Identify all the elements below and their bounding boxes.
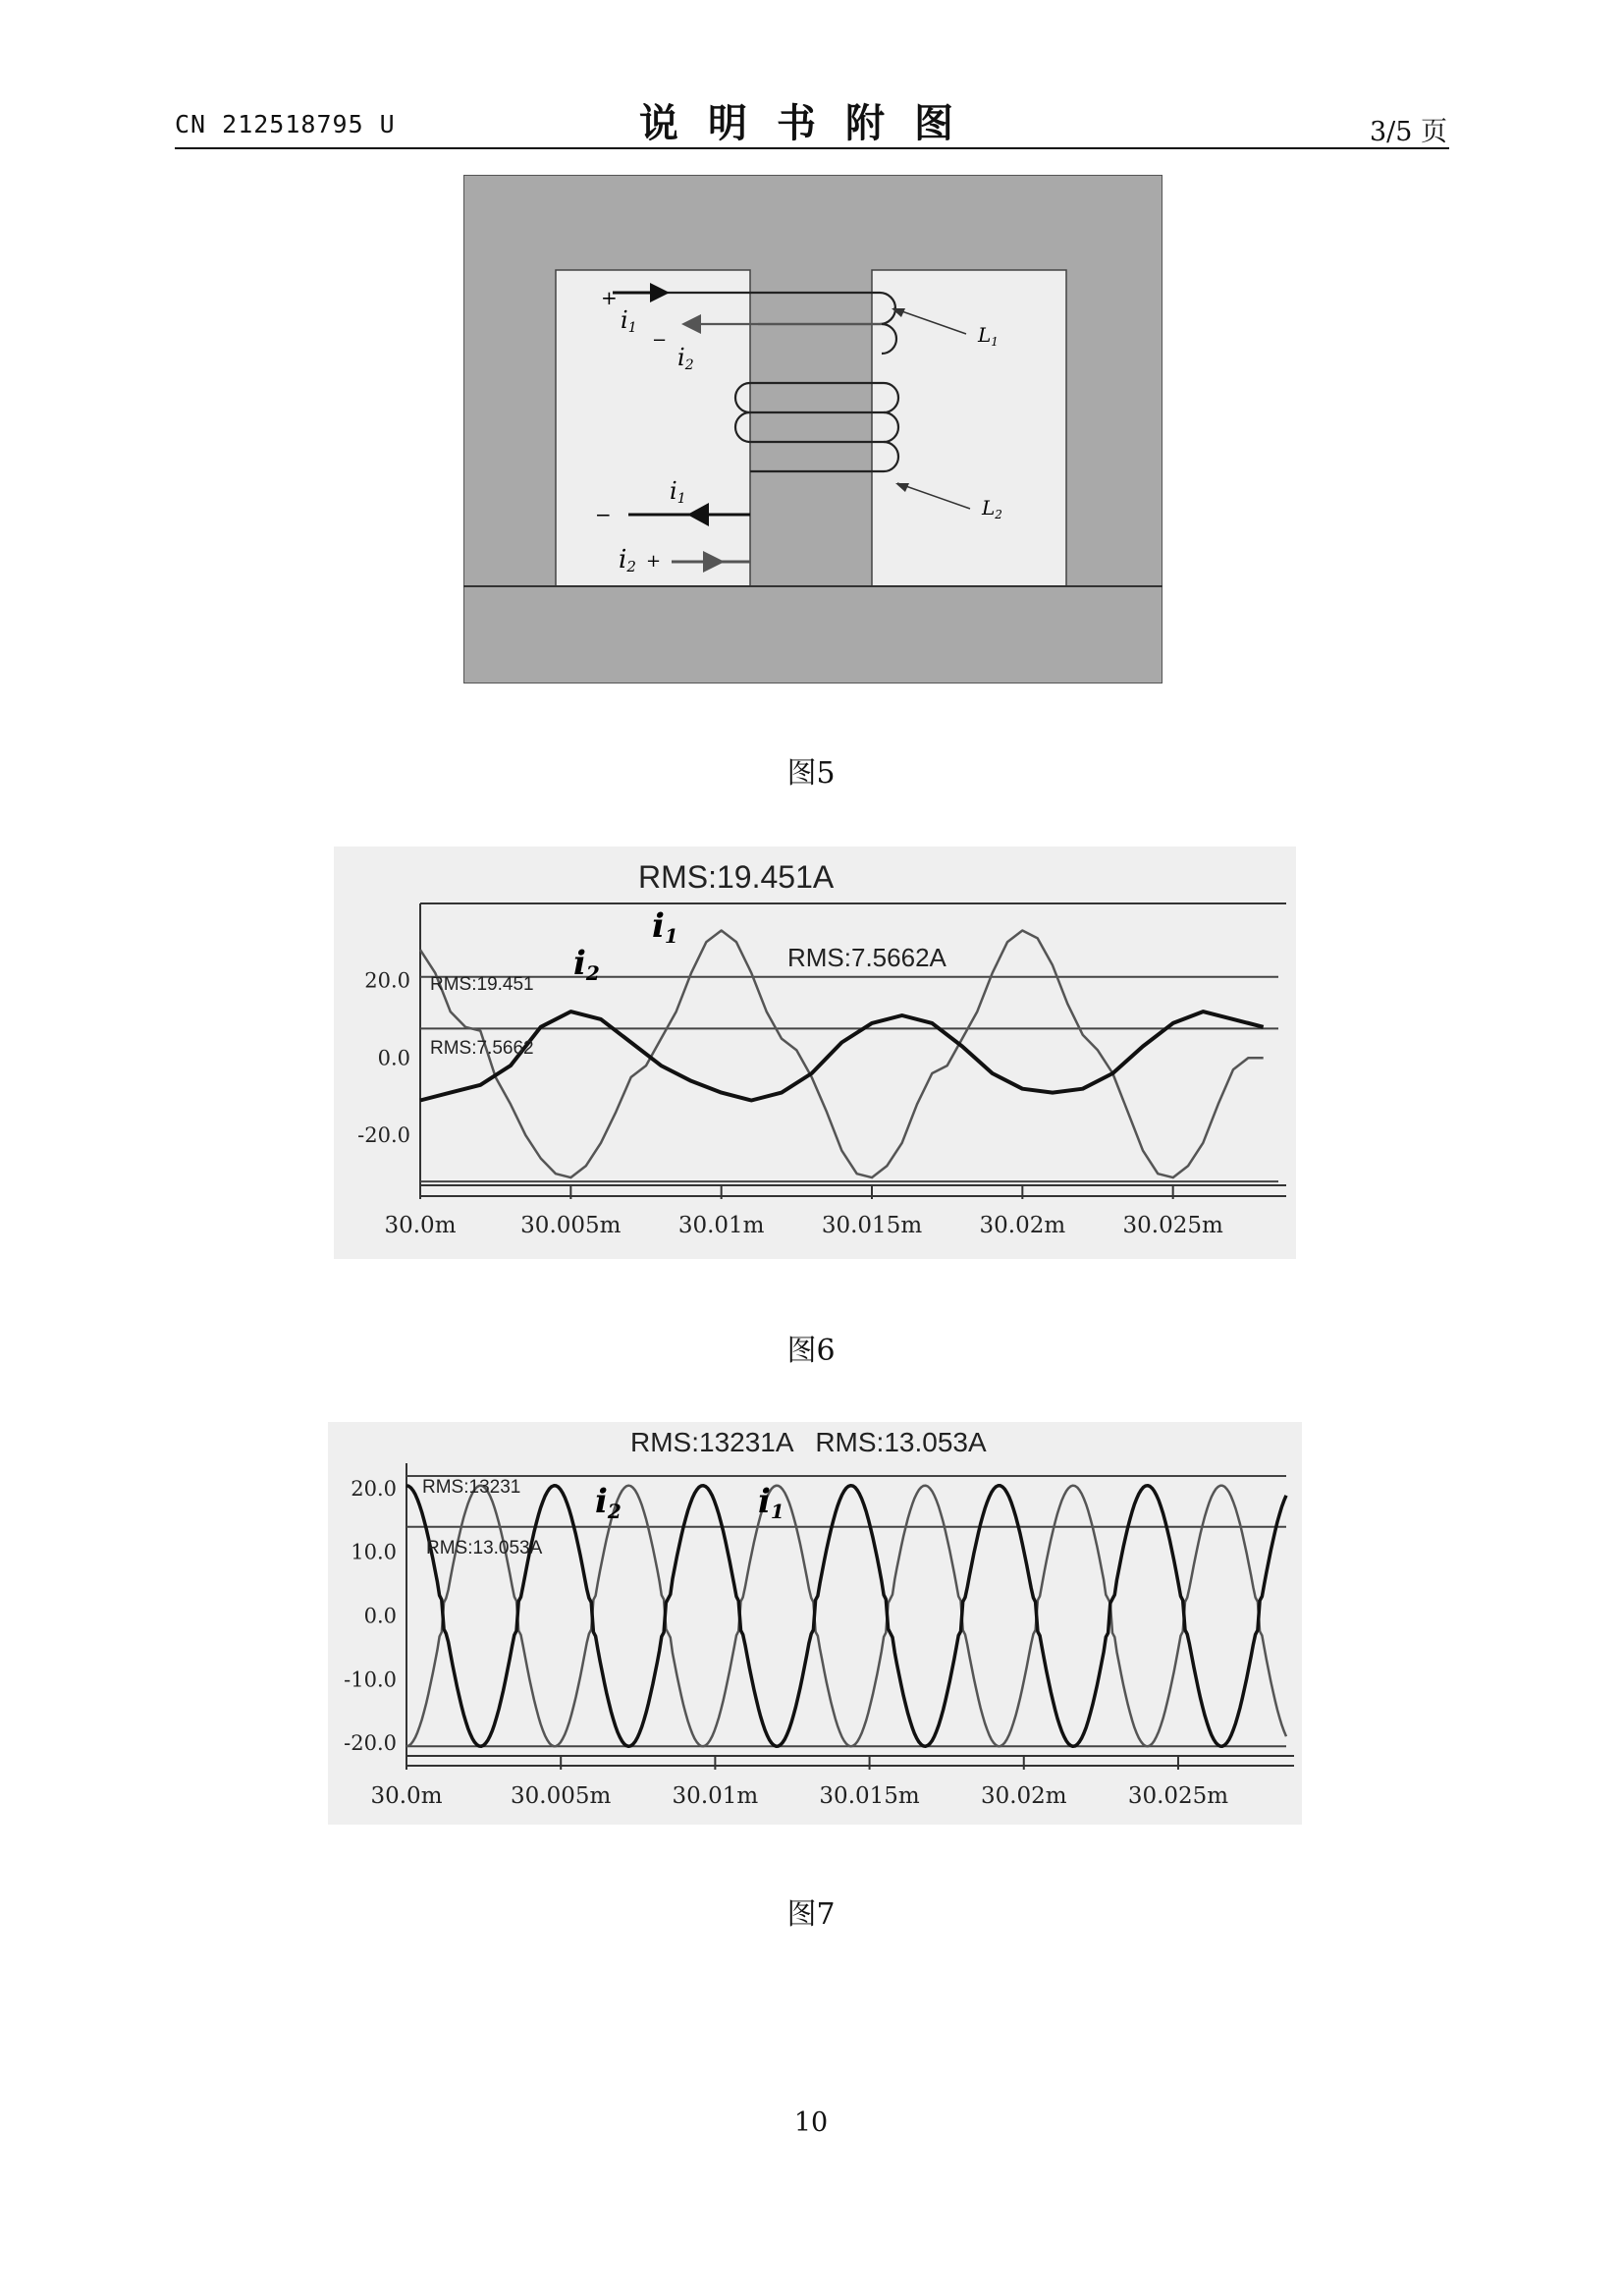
label-plus-top: + [601, 286, 618, 309]
y-tick-label: 20.0 [364, 968, 410, 993]
page-number: 10 [793, 2107, 829, 2138]
header-rule [175, 147, 1449, 149]
x-tick-label: 30.005m [520, 1213, 622, 1238]
label-i2-bottom: i2 [619, 545, 636, 575]
figure7-curve-label-i1: i1 [758, 1482, 784, 1523]
figure6-legend-rms2: RMS:7.5662 [430, 1038, 534, 1059]
figure7-legend-rms1: RMS:13231 [422, 1477, 521, 1498]
figure5-caption: 图5 [786, 756, 836, 791]
y-tick-label: 20.0 [351, 1476, 397, 1501]
label-i1-top: i1 [621, 306, 637, 336]
label-i2-top: i2 [677, 344, 694, 373]
figure6-curve-label-i2: i2 [573, 944, 600, 985]
y-tick-label: -20.0 [344, 1731, 397, 1756]
figure7-caption: 图7 [786, 1897, 836, 1932]
core-window-right [872, 270, 1066, 586]
page-info: 3/5 页 [1369, 117, 1447, 147]
label-L1: $L_1$ [978, 323, 999, 349]
patent-number: CN 212518795 U [175, 110, 396, 138]
figure6-inner-label: RMS:7.5662A [787, 943, 946, 972]
label-minus-bottom: − [595, 503, 612, 526]
figure6-legend-rms1: RMS:19.451 [430, 974, 534, 995]
figure7-chart [328, 1422, 1302, 1825]
y-tick-label: 0.0 [363, 1604, 397, 1628]
x-tick-label: 30.0m [384, 1213, 457, 1238]
figure5-diagram [463, 175, 1162, 683]
figure7-top-label: RMS:13231A RMS:13.053A [630, 1427, 987, 1457]
x-tick-label: 30.015m [821, 1213, 923, 1238]
figure7-legend-rms2: RMS:13.053A [426, 1538, 543, 1558]
x-tick-label: 30.01m [677, 1213, 765, 1238]
x-tick-label: 30.0m [370, 1783, 443, 1809]
figure6-caption: 图6 [786, 1334, 836, 1368]
figure7-curve-label-i2: i2 [595, 1482, 622, 1523]
x-tick-label: 30.01m [672, 1783, 759, 1809]
label-minus-top: − [652, 330, 668, 351]
y-tick-label: 0.0 [377, 1046, 410, 1070]
y-tick-label: 10.0 [351, 1540, 397, 1564]
y-tick-label: -10.0 [344, 1667, 397, 1692]
x-tick-label: 30.02m [980, 1783, 1067, 1809]
figure6-top-label: RMS:19.451A [638, 859, 835, 895]
figure6-curve-label-i1: i1 [652, 906, 678, 948]
x-tick-label: 30.005m [511, 1783, 612, 1809]
x-tick-label: 30.025m [1122, 1213, 1223, 1238]
label-i1-bottom: i1 [670, 477, 686, 507]
label-L2: $L_2$ [982, 496, 1002, 521]
y-tick-label: -20.0 [357, 1122, 410, 1147]
x-tick-label: 30.015m [819, 1783, 920, 1809]
x-tick-label: 30.02m [979, 1213, 1066, 1238]
core-window-left [556, 270, 750, 586]
figure6-chart [334, 847, 1296, 1259]
x-tick-label: 30.025m [1127, 1783, 1229, 1809]
label-plus-bottom: + [646, 551, 662, 572]
page-title: 说明书附图 [639, 100, 983, 146]
